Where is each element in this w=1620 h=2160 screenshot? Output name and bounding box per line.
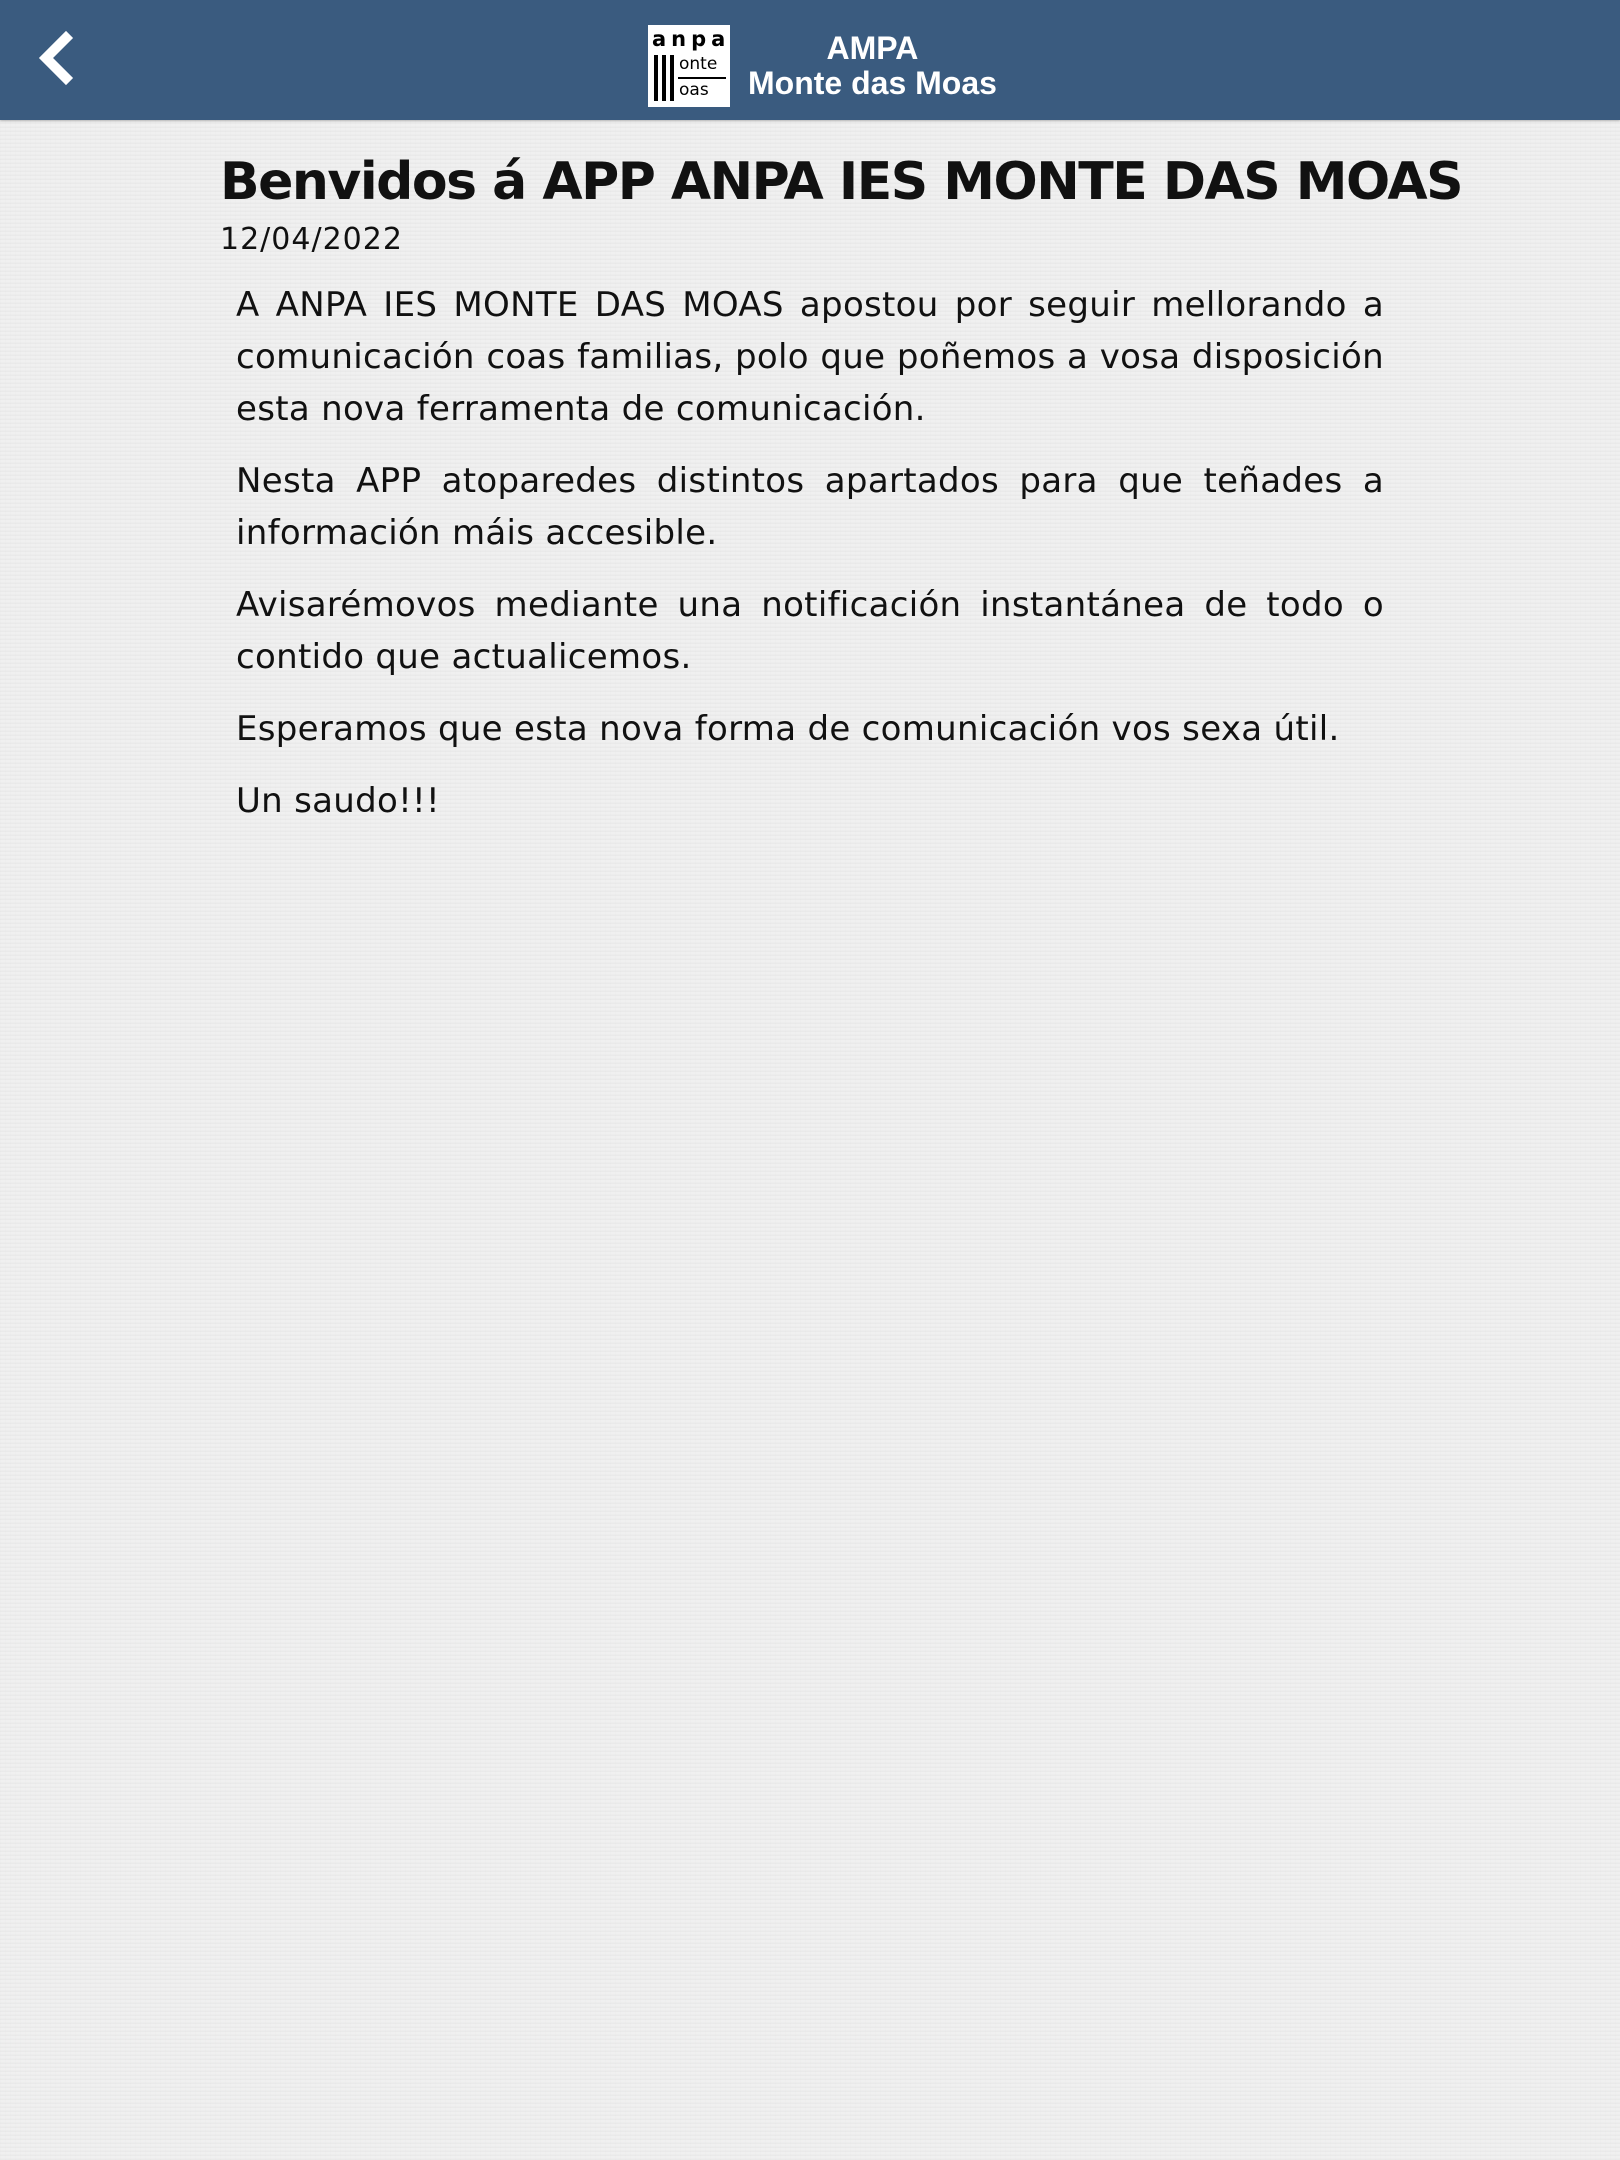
article-paragraph: Avisarémovos mediante una notificación instantánea de todo o contido que actualicemos.: [236, 585, 1384, 677]
article-paragraph: A ANPA IES MONTE DAS MOAS apostou por seguir mellorando a comunicación coas familias, polo que poñemos a vosa disposición esta nova ferramenta de comunicación.: [236, 285, 1384, 429]
app-title: [748, 31, 997, 101]
app-header: [0, 0, 1620, 120]
logo-text-oas: oas: [679, 80, 709, 100]
article-paragraph: Nesta APP atoparedes distintos apartados para que teñades a información máis accesible.: [236, 461, 1384, 553]
app-title-line1: AMPA: [826, 30, 919, 66]
article-date: 12/04/2022: [220, 222, 403, 257]
logo-bars-icon: [653, 55, 677, 101]
article: [220, 148, 1463, 847]
article-body: [220, 279, 1384, 827]
brand: [648, 24, 997, 108]
article-title: Benvidos á APP ANPA IES MONTE DAS MOAS: [220, 152, 1463, 212]
app-title-line2: Monte das Moas: [748, 65, 997, 101]
logo-text-onte: onte: [679, 54, 718, 74]
back-button[interactable]: [24, 22, 88, 94]
article-paragraph: Esperamos que esta nova forma de comunicación vos sexa útil.: [236, 709, 1340, 749]
chevron-left-icon: [34, 30, 78, 86]
anpa-logo: [648, 25, 730, 107]
article-paragraph: Un saudo!!!: [236, 781, 440, 821]
logo-divider: [678, 77, 726, 79]
logo-text-anpa: anpa: [652, 27, 731, 51]
